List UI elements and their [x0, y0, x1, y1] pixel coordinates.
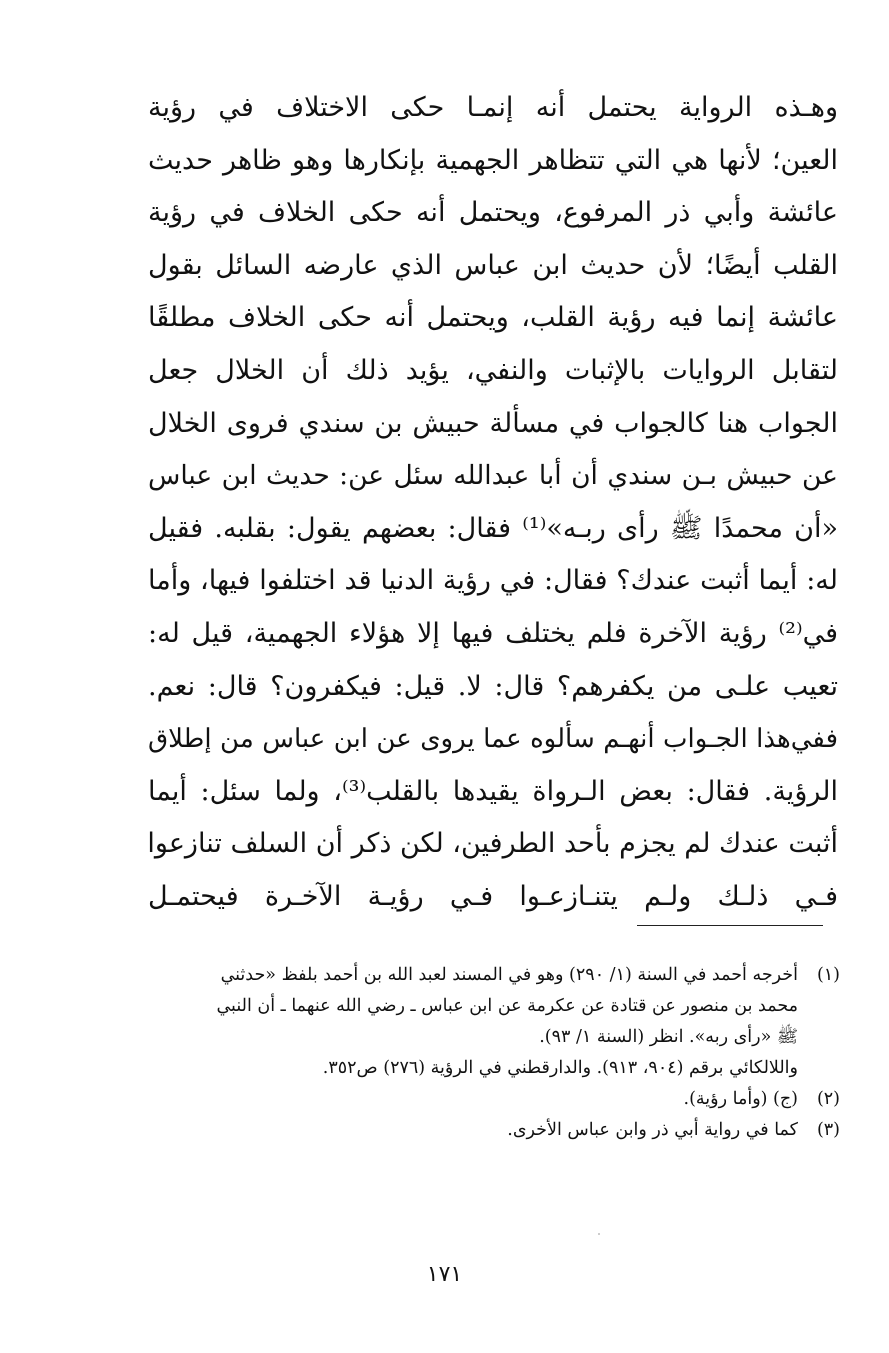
- footnotes: [100, 960, 840, 1146]
- text-line: عائشة إنما فيه رؤية القلب، ويحتمل أنه حكى الخلاف مطلقًا: [148, 302, 838, 334]
- footnote-number: (٣): [816, 1120, 840, 1140]
- text-line: في⁽²⁾ رؤية الآخرة فلم يختلف فيها إلا هؤلاء الجهمية، قيل له:: [148, 617, 838, 649]
- text-line: فـي ذلـك ولـم يتنـازعـوا فـي رؤيـة الآخـرة فيحتمـل: [148, 880, 838, 912]
- footnote-text: [100, 960, 798, 1084]
- footnote-text: [100, 1115, 798, 1146]
- text-line: عن حبيش بـن سندي أن أبا عبدالله سئل عن: حديث ابن عباس: [148, 460, 838, 492]
- text-line: العين؛ لأنها هي التي تتظاهر الجهمية بإنكارها وهو ظاهر حديث: [148, 144, 838, 176]
- text-line: له: أيما أثبت عندك؟ فقال: في رؤية الدنيا قد اختلفوا فيها، وأما: [148, 565, 839, 597]
- footnote-line: واللالكائي برقم (٩٠٤، ٩١٣). والدارقطني في الرؤية (٢٧٦) ص٣٥٢.: [322, 1058, 798, 1078]
- footnote: [100, 1115, 840, 1146]
- footnote-number: (١): [816, 965, 840, 985]
- scan-speck: [598, 1233, 600, 1235]
- text-line: الجواب هنا كالجواب في مسألة حبيش بن سندي فروى الخلال: [148, 407, 838, 439]
- text-line: أثبت عندك لم يجزم بأحد الطرفين، لكن ذكر أن السلف تنازعوا: [147, 828, 838, 860]
- footnote: [100, 960, 840, 1084]
- text-line: وهـذه الرواية يحتمل أنه إنمـا حكى الاختلاف في رؤية: [148, 92, 838, 123]
- text-line: لتقابل الروايات بالإثبات والنفي، يؤيد ذلك أن الخلال جعل: [148, 354, 838, 386]
- footnote-line: محمد بن منصور عن قتادة عن عكرمة عن ابن عباس ـ رضي الله عنهما ـ أن النبي: [216, 996, 798, 1016]
- text-line: «أن محمدًا ﷺ رأى ربـه»⁽¹⁾ فقال: بعضهم يقول: بقلبه. فقيل: [148, 512, 839, 544]
- main-text: [148, 82, 838, 924]
- footnote-line: كما في رواية أبي ذر وابن عباس الأخرى.: [507, 1120, 798, 1140]
- footnote-separator: [637, 925, 823, 926]
- footnote-line: أخرجه أحمد في السنة (١/ ٢٩٠) وهو في المسند لعبد الله بن أحمد بلفظ «حدثني: [220, 965, 798, 985]
- text-line: الرؤية. فقال: بعض الـرواة يقيدها بالقلب⁽³⁾، ولما سئل: أيما: [148, 775, 838, 807]
- footnote-line: (ج) (وأما رؤية).: [683, 1089, 798, 1109]
- footnote-number: (٢): [816, 1089, 840, 1109]
- footnote-line: ﷺ «رأى ربه». انظر (السنة ١/ ٩٣).: [539, 1027, 798, 1047]
- text-line: عائشة وأبي ذر المرفوع، ويحتمل أنه حكى الخلاف في رؤية: [148, 197, 838, 229]
- text-line: القلب أيضًا؛ لأن حديث ابن عباس الذي عارضه السائل بقول: [148, 249, 838, 281]
- text-line: تعيب علـى من يكفرهم؟ قال: لا. قيل: فيكفرون؟ قال: نعم.: [148, 670, 838, 702]
- footnote-text: [100, 1084, 798, 1115]
- text-line: ففي‌هذا الجـواب أنهـم سألوه عما يروى عن ابن عباس من إطلاق: [148, 724, 838, 755]
- page-number: ١٧١: [426, 1262, 463, 1287]
- footnote: [100, 1084, 840, 1115]
